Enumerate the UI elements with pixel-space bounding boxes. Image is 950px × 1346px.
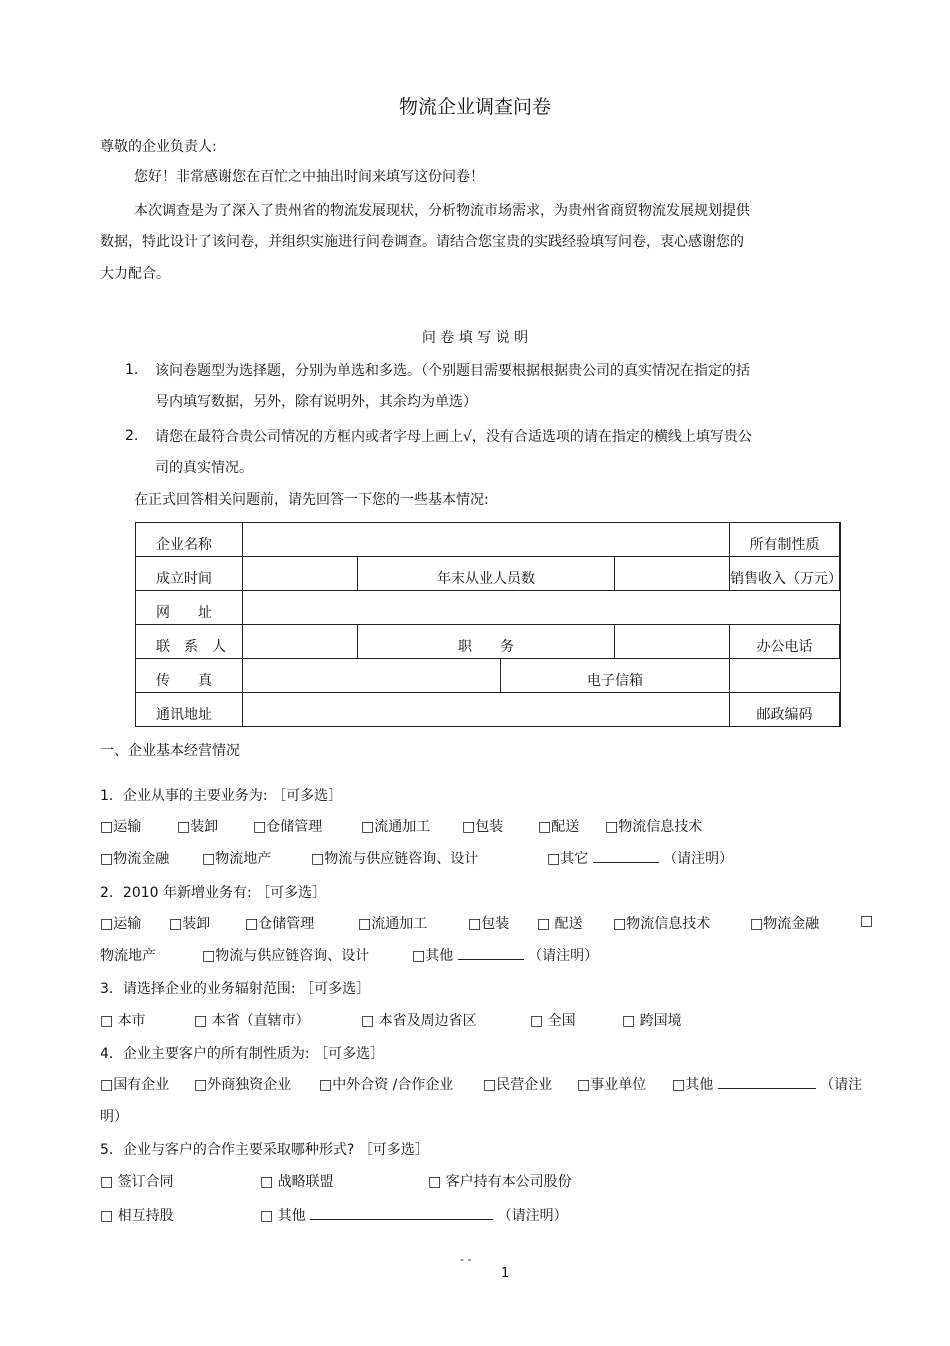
instruction-2-line-2: 司的真实情况。: [155, 460, 253, 476]
q4-option-other[interactable]: □其他 （请注: [672, 1077, 863, 1093]
q1-option-transport[interactable]: □运输: [100, 819, 142, 835]
q2-option-consulting[interactable]: □物流与供应链咨询、设计: [202, 948, 370, 964]
q2-option-other[interactable]: □其他 （请注明）: [412, 948, 599, 964]
table-row: [136, 693, 841, 727]
ownership-label: 所有制性质: [730, 523, 840, 557]
page-title: 物流企业调查问卷: [398, 96, 551, 118]
employees-label: 年末从业人员数: [358, 557, 615, 591]
q4-note: （请注: [820, 1077, 863, 1093]
founded-field[interactable]: [243, 557, 358, 591]
q2-note: （请注明）: [528, 948, 599, 964]
instruction-1-number: 1.: [125, 362, 139, 378]
q5-option-client-shares[interactable]: □ 客户持有本公司股份: [428, 1174, 572, 1190]
position-label: 职 务: [358, 625, 615, 659]
basic-info-table: [135, 522, 841, 727]
founded-label: 成立时间: [136, 557, 243, 591]
table-row: [136, 591, 841, 625]
email-label: 电子信箱: [501, 659, 730, 693]
fax-field[interactable]: [243, 659, 501, 693]
q5-option-contract[interactable]: □ 签订合同: [100, 1174, 174, 1190]
q4-option-state-owned[interactable]: □国有企业: [100, 1077, 170, 1093]
intro-paragraph-2-line-3: 大力配合。: [100, 266, 170, 282]
q2-option-warehouse[interactable]: □仓储管理: [245, 916, 315, 932]
q1-option-finance[interactable]: □物流金融: [100, 851, 170, 867]
q1-option-it[interactable]: □物流信息技术: [605, 819, 703, 835]
q1-option-distribution[interactable]: □配送: [538, 819, 580, 835]
website-label: 网 址: [136, 591, 243, 625]
question-2-title: 2．2010 年新增业务有: ［可多选］: [100, 885, 327, 901]
company-name-field[interactable]: [243, 523, 730, 557]
intro-paragraph-2-line-2: 数据，特此设计了该问卷，并组织实施进行问卷调查。请结合您宝贵的实践经验填写问卷，衷心感谢您的: [100, 234, 744, 250]
q4-option-foreign[interactable]: □外商独资企业: [194, 1077, 292, 1093]
q4-option-private[interactable]: □民营企业: [483, 1077, 553, 1093]
question-4-title: 4．企业主要客户的所有制性质为: ［可多选］: [100, 1046, 385, 1062]
section-1-heading: 一、企业基本经营情况: [100, 743, 240, 759]
q1-option-loading[interactable]: □装卸: [177, 819, 219, 835]
q5-option-alliance[interactable]: □ 战略联盟: [260, 1174, 334, 1190]
q3-option-surrounding[interactable]: □ 本省及周边省区: [361, 1013, 477, 1029]
position-field[interactable]: [615, 625, 730, 659]
question-3-title: 3．请选择企业的业务辐射范围: ［可多选］: [100, 981, 371, 997]
email-field[interactable]: [730, 659, 841, 693]
instructions-heading: 问 卷 填 写 说 明: [421, 330, 529, 346]
q1-option-processing[interactable]: □流通加工: [361, 819, 431, 835]
q1-option-warehouse[interactable]: □仓储管理: [253, 819, 323, 835]
revenue-label: 销售收入（万元）: [730, 557, 840, 591]
contact-field[interactable]: [243, 625, 358, 659]
q4-option-institution[interactable]: □事业单位: [577, 1077, 647, 1093]
q1-option-packaging[interactable]: □包装: [462, 819, 504, 835]
address-field[interactable]: [243, 693, 730, 727]
q2-option-realestate-checkbox[interactable]: □: [860, 913, 874, 929]
question-5-title: 5．企业与客户的合作主要采取哪种形式? ［可多选］: [100, 1142, 429, 1158]
q1-option-other[interactable]: □其它 （请注明）: [547, 851, 734, 867]
fax-label: 传 真: [136, 659, 243, 693]
q2-option-it[interactable]: □物流信息技术: [613, 916, 711, 932]
employees-field[interactable]: [615, 557, 730, 591]
q2-option-loading[interactable]: □装卸: [169, 916, 211, 932]
q4-note-continued: 明）: [100, 1109, 128, 1125]
q4-other-blank[interactable]: [718, 1076, 816, 1089]
q5-other-blank[interactable]: [310, 1207, 493, 1220]
q1-option-realestate[interactable]: □物流地产: [202, 851, 272, 867]
table-row: [136, 659, 841, 693]
company-name-label: 企业名称: [136, 523, 243, 557]
instruction-1-line-1: 该问卷题型为选择题，分别为单选和多选。（个别题目需要根据根据贵公司的真实情况在指定的括: [155, 363, 750, 379]
q2-option-processing[interactable]: □流通加工: [358, 916, 428, 932]
table-row: [136, 557, 841, 591]
greeting: 尊敬的企业负责人:: [100, 139, 217, 155]
table-row: [136, 523, 841, 557]
q2-option-transport[interactable]: □运输: [100, 916, 142, 932]
q2-option-realestate-label: 物流地产: [100, 948, 156, 964]
q2-option-packaging[interactable]: □包装: [468, 916, 510, 932]
postcode-label: 邮政编码: [730, 693, 840, 727]
ownership-field[interactable]: [840, 523, 841, 557]
q2-option-finance[interactable]: □物流金融: [750, 916, 820, 932]
q3-option-national[interactable]: □ 全国: [530, 1013, 576, 1029]
q3-option-crossborder[interactable]: □ 跨国境: [622, 1013, 682, 1029]
instruction-2-number: 2.: [125, 428, 139, 444]
q5-note: （请注明）: [497, 1208, 568, 1224]
website-field[interactable]: [243, 591, 841, 625]
q1-option-consulting[interactable]: □物流与供应链咨询、设计: [311, 851, 479, 867]
q1-note: （请注明）: [663, 851, 734, 867]
q3-option-city[interactable]: □ 本市: [100, 1013, 146, 1029]
page-number: 1: [501, 1266, 510, 1281]
q5-option-cross-holding[interactable]: □ 相互持股: [100, 1208, 174, 1224]
footer-dashes: - -: [460, 1253, 472, 1266]
q1-other-blank[interactable]: [593, 850, 659, 863]
intro-paragraph-1: 您好！非常感谢您在百忙之中抽出时间来填写这份问卷！: [134, 169, 484, 185]
instruction-2-line-1: 请您在最符合贵公司情况的方框内或者字母上画上√，没有合适选项的请在指定的横线上填写贵公: [155, 429, 752, 445]
q4-option-jointventure[interactable]: □中外合资 /合作企业: [319, 1077, 454, 1093]
intro-paragraph-2-line-1: 本次调查是为了深入了贵州省的物流发展现状，分析物流市场需求，为贵州省商贸物流发展规划提供: [134, 203, 750, 219]
q3-option-province[interactable]: □ 本省（直辖市）: [194, 1013, 310, 1029]
table-row: [136, 625, 841, 659]
q5-option-other[interactable]: □ 其他 （请注明）: [260, 1208, 568, 1224]
address-label: 通讯地址: [136, 693, 243, 727]
q2-other-blank[interactable]: [458, 947, 524, 960]
office-phone-label: 办公电话: [730, 625, 840, 659]
pre-table-note: 在正式回答相关问题前，请先回答一下您的一些基本情况:: [134, 492, 489, 508]
instruction-1-line-2: 号内填写数据，另外，除有说明外，其余均为单选）: [155, 394, 477, 410]
q2-option-distribution[interactable]: □ 配送: [537, 916, 583, 932]
question-1-title: 1．企业从事的主要业务为: ［可多选］: [100, 788, 343, 804]
postcode-field[interactable]: [840, 693, 841, 727]
contact-label: 联 系 人: [136, 625, 243, 659]
office-phone-field[interactable]: [840, 625, 841, 659]
